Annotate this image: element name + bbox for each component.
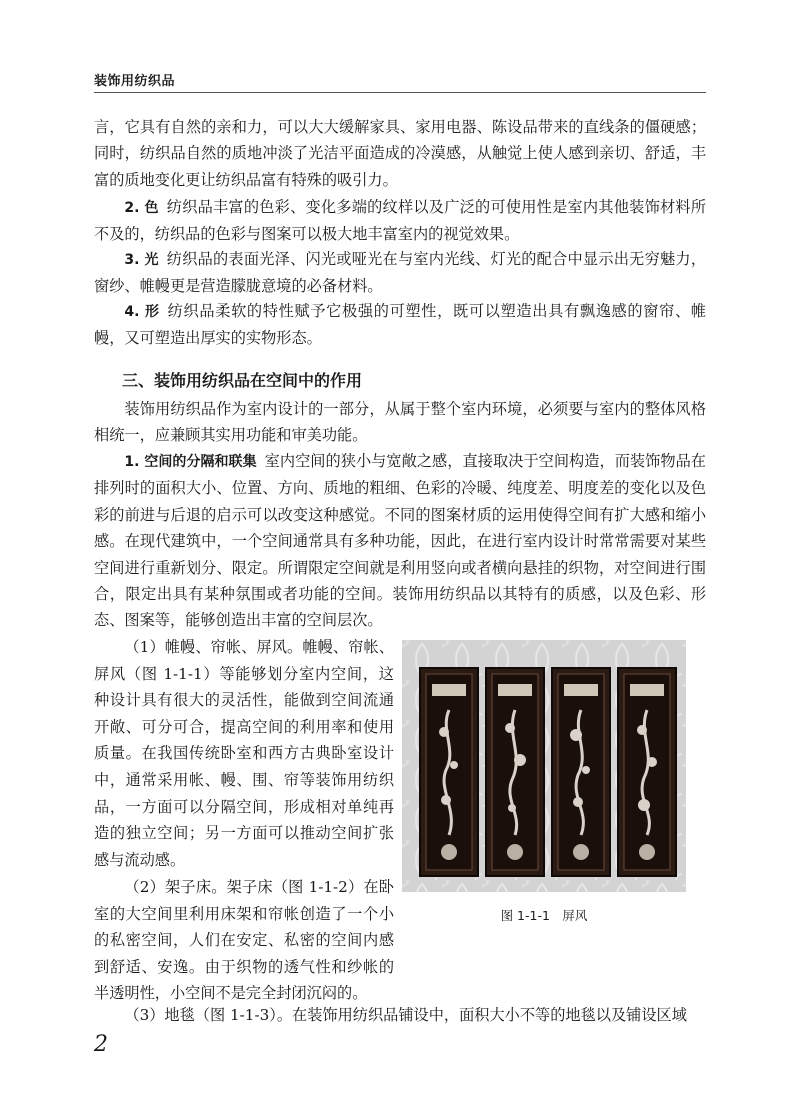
- screen-panel-1: [420, 668, 478, 876]
- section-intro: 装饰用纺织品作为室内设计的一部分，从属于整个室内环境，必须要与室内的整体风格相统一，应兼顾其实用功能和审美功能。: [94, 400, 706, 445]
- folding-screen-figure: [402, 640, 686, 892]
- subsection-1: [94, 448, 706, 634]
- paragraph-light-text: 纺织品的表面光泽、闪光或哑光在与室内光线、灯光的配合中显示出无穷魅力，窗纱、帷幔更是营造朦胧意境的必备材料。: [94, 250, 707, 296]
- running-header: 装饰用纺织品: [94, 74, 176, 89]
- paragraph-light-lead: 3. 光: [124, 252, 159, 268]
- screen-panel-2: [486, 668, 544, 876]
- screen-panel-4: [618, 668, 676, 876]
- subsection-1-lead: 1. 空间的分隔和联集: [124, 454, 257, 470]
- folding-screen-photo: [402, 640, 686, 892]
- section-title: 三、装饰用纺织品在空间中的作用: [122, 371, 363, 390]
- paragraph-light: [94, 246, 706, 300]
- screen-panel-3: [552, 668, 610, 876]
- subsection-1-text: 室内空间的狭小与宽敞之感，直接取决于空间构造，而装饰物品在排列时的面积大小、位置、方向、质地的粗细、色彩的冷暖、纯度差、明度差的变化以及色彩的前进与后退的启示可以改变这种感觉。不同的图案材质的运用使得空间有扩大感和缩小感。在现代建筑中，一个空间通常具有多种功能，因此，在进行室内设计时常常需要对某些空间进行重新划分、限定。所谓限定空间就是利用竖向或者横向悬挂的织物，对空间进行围合，限定出具有某种氛围或者功能的空间。装饰用纺织品以其特有的质感，以及色彩、形态、图案等，能够创造出丰富的空间层次。: [94, 452, 706, 630]
- figure-caption: 图 1-1-1 屏风: [500, 908, 588, 923]
- item-1-screens: （1）帷幔、帘帐、屏风。帷幔、帘帐、屏风（图 1-1-1）等能够划分室内空间，这种设计具有很大的灵活性，能做到空间流通开敞、可分可合，提高空间的利用率和使用质量。在我国传统卧室和西方古典卧室设计中，通常采用帐、幔、围、帘等装饰用纺织品，一方面可以分隔空间，形成相对单纯再造的独立空间；另一方面可以推动空间扩张感与流动感。: [94, 638, 394, 869]
- page-number: 2: [94, 1032, 108, 1057]
- item-3-carpet: （3）地毯（图 1-1-3）。在装饰用纺织品铺设中，面积大小不等的地毯以及铺设区域: [124, 1006, 687, 1024]
- paragraph-color-lead: 2. 色: [124, 200, 159, 216]
- paragraph-form: [94, 298, 706, 352]
- paragraph-form-lead: 4. 形: [124, 304, 160, 320]
- paragraph-1: 言，它具有自然的亲和力，可以大大缓解家具、家用电器、陈设品带来的直线条的僵硬感；同时，纺织品自然的质地冲淡了光洁平面造成的冷漠感，从触觉上使人感到亲切、舒适，丰富的质地变化更让纺织品富有特殊的吸引力。: [94, 118, 706, 189]
- paragraph-form-text: 纺织品柔软的特性赋予它极强的可塑性，既可以塑造出具有飘逸感的窗帘、帷幔，又可塑造出厚实的实物形态。: [94, 302, 706, 348]
- item-2-canopy-bed: （2）架子床。架子床（图 1-1-2）在卧室的大空间里利用床架和帘帐创造了一个小的私密空间，人们在安定、私密的空间内感到舒适、安逸。由于织物的透气性和纱帐的半透明性，小空间不是完全封闭沉闷的。: [94, 878, 394, 1003]
- header-rule: [94, 92, 706, 93]
- paragraph-color: [94, 194, 706, 248]
- paragraph-color-text: 纺织品丰富的色彩、变化多端的纹样以及广泛的可使用性是室内其他装饰材料所不及的，纺织品的色彩与图案可以极大地丰富室内的视觉效果。: [94, 198, 707, 244]
